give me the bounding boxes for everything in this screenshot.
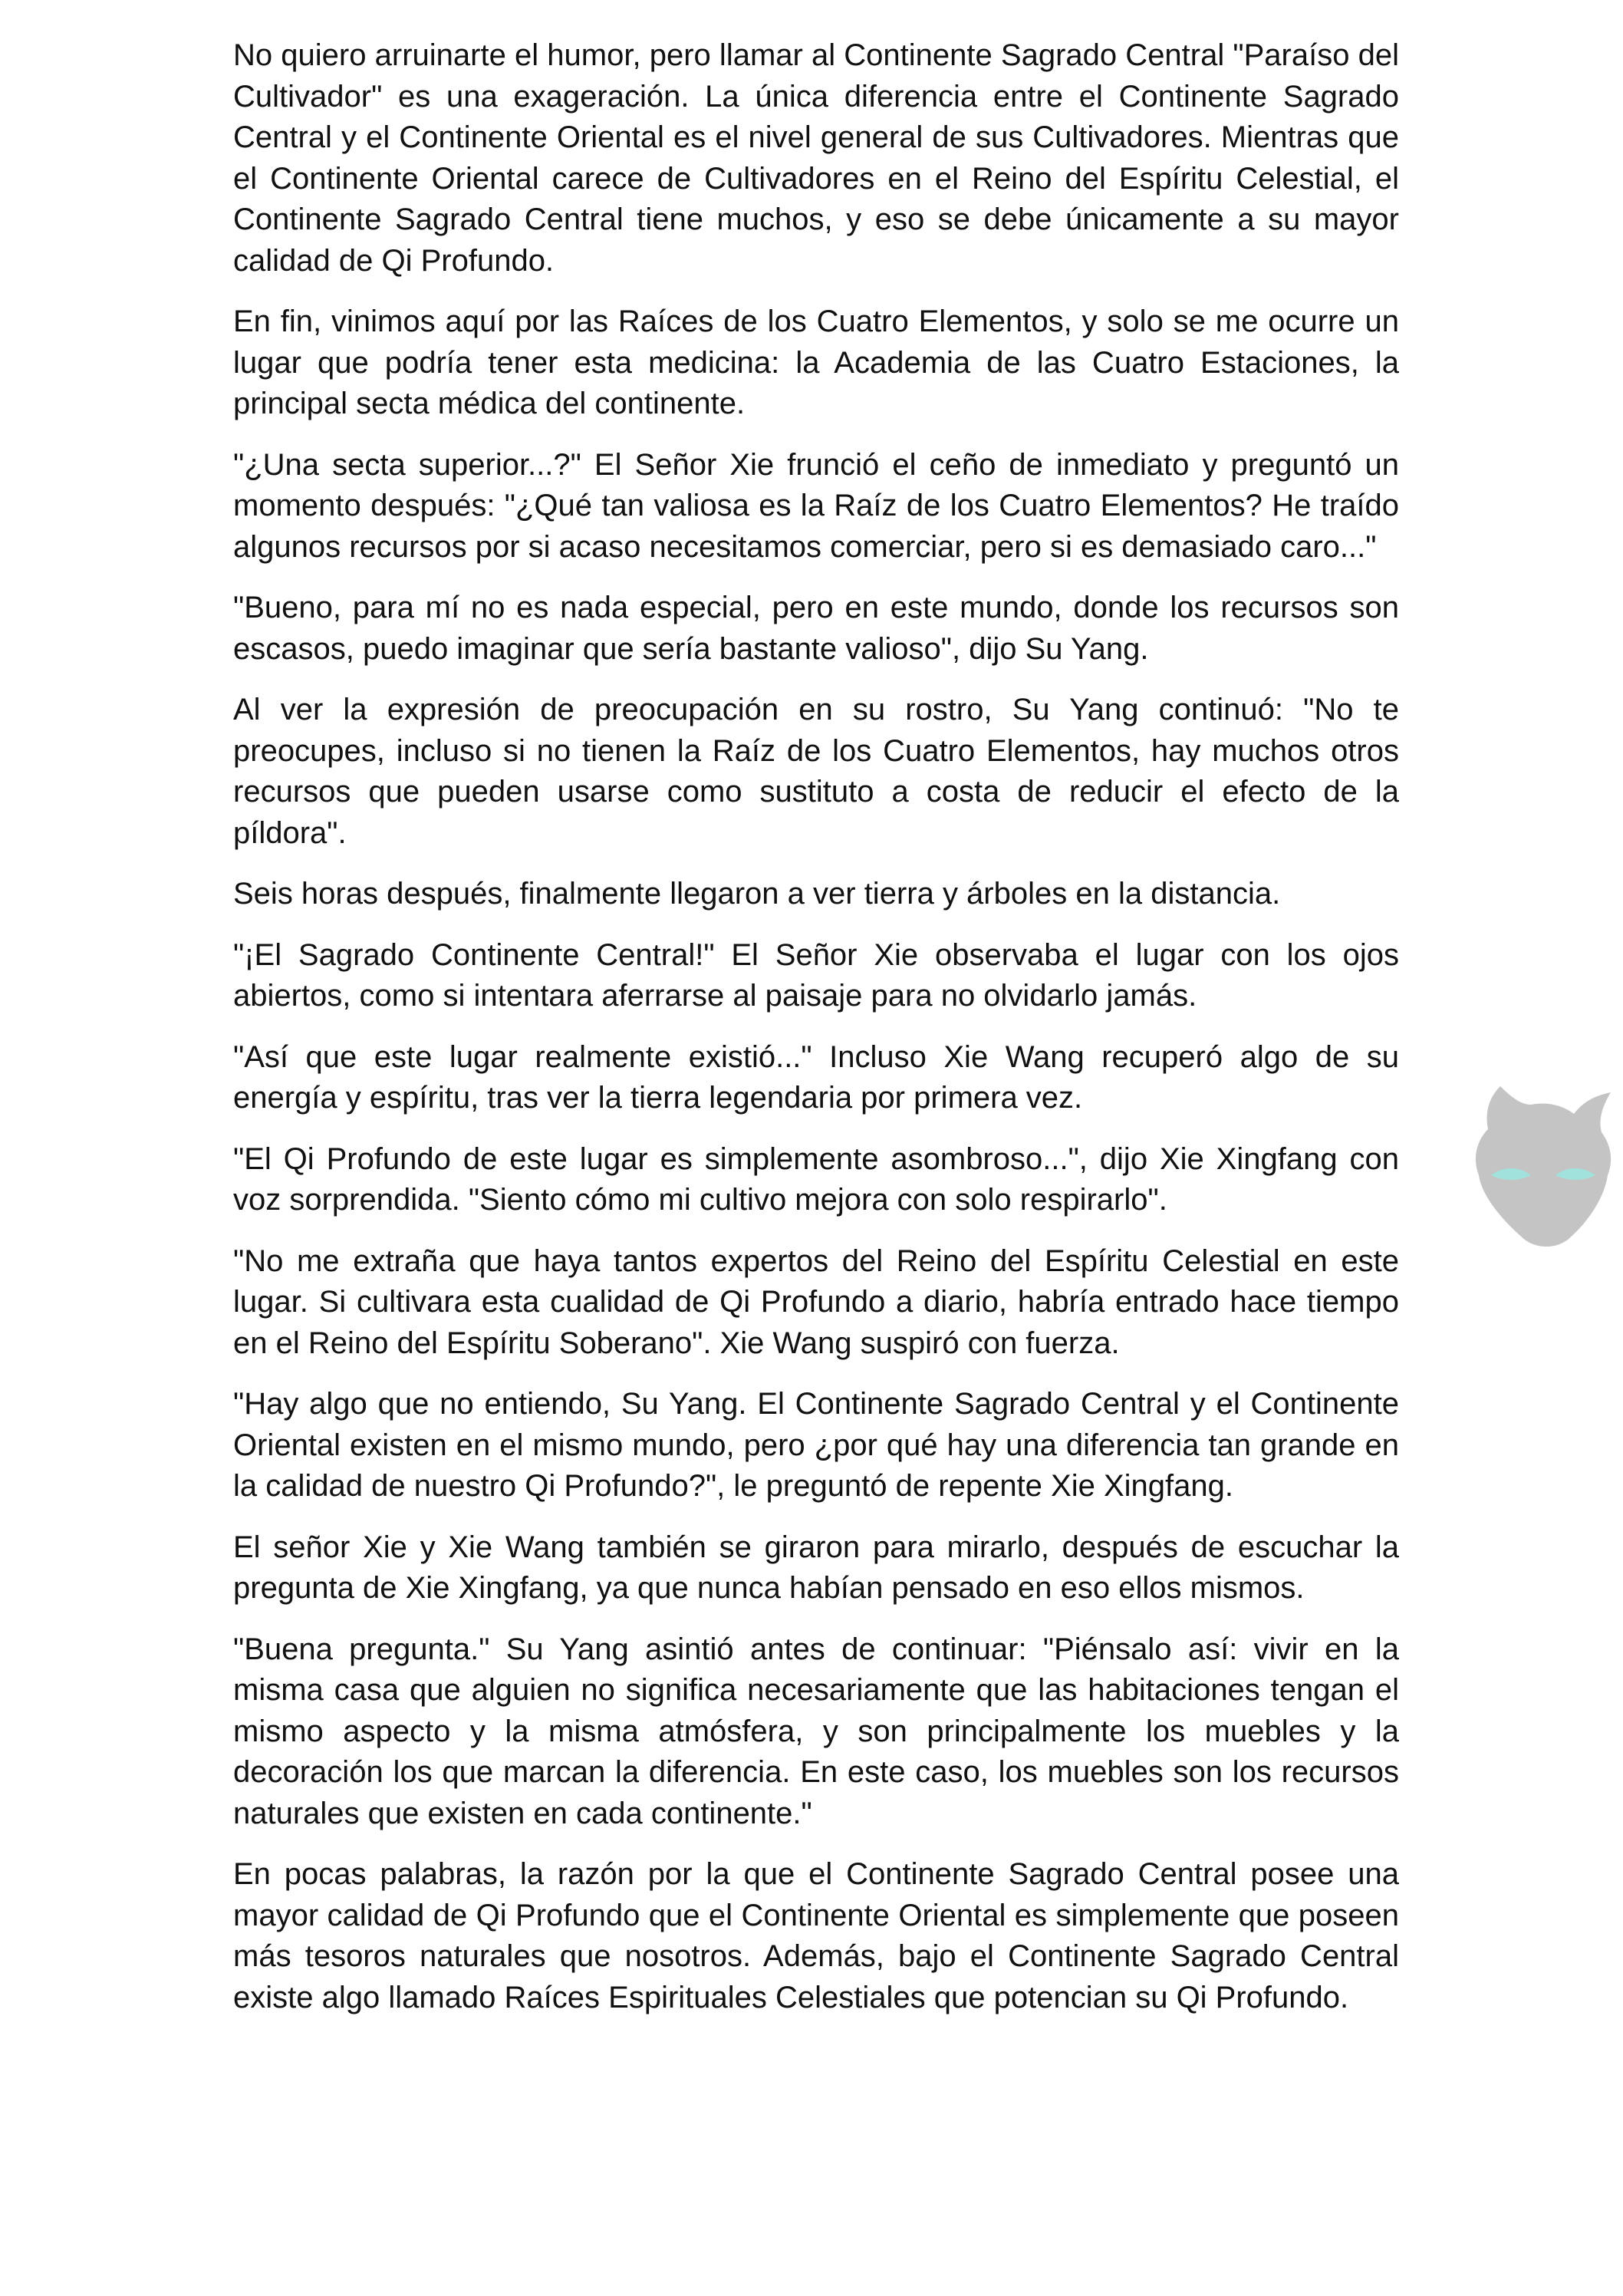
paragraph: "Hay algo que no entiendo, Su Yang. El Continente Sagrado Central y el Continente Oriental existen en el mismo mundo, pero ¿por qué hay una diferencia tan grande en la calidad de nuestro Qi Profundo?", le preguntó de repente Xie Xingfang. bbox=[233, 1387, 1399, 1503]
paragraph: "¿Una secta superior...?" El Señor Xie frunció el ceño de inmediato y preguntó un momento después: "¿Qué tan valiosa es la Raíz de los Cuatro Elementos? He traído algunos recursos por si acaso necesitamos comerciar, pero si es demasiado caro..." bbox=[233, 447, 1399, 564]
paragraph: Seis horas después, finalmente llegaron a ver tierra y árboles en la distancia. bbox=[233, 877, 1281, 911]
demon-head-shape bbox=[1476, 1086, 1611, 1247]
paragraph: No quiero arruinarte el humor, pero llamar al Continente Sagrado Central "Paraíso del Cultivador" es una exageración. La única diferencia entre el Continente Sagrado Central y el Continente Oriental es el nivel general de sus Cultivadores. Mientras que el Continente Oriental carece de Cultivadores en el Reino del Espíritu Celestial, el Continente Sagrado Central tiene muchos, y eso se debe únicamente a su mayor calidad de Qi Profundo. bbox=[233, 38, 1399, 278]
paragraph: "¡El Sagrado Continente Central!" El Señor Xie observaba el lugar con los ojos abiertos, como si intentara aferrarse al paisaje para no olvidarlo jamás. bbox=[233, 937, 1399, 1013]
paragraph: "El Qi Profundo de este lugar es simplemente asombroso...", dijo Xie Xingfang con voz sorprendida. "Siento cómo mi cultivo mejora con solo respirarlo". bbox=[233, 1141, 1399, 1217]
paragraph: "Bueno, para mí no es nada especial, pero en este mundo, donde los recursos son escasos, puedo imaginar que sería bastante valioso", dijo Su Yang. bbox=[233, 591, 1399, 666]
paragraph: "Buena pregunta." Su Yang asintió antes de continuar: "Piénsalo así: vivir en la misma casa que alguien no significa necesariamente que las habitaciones tengan el mismo aspecto y la misma atmósfera, y son principalmente los muebles y la decoración los que marcan la diferencia. En este caso, los muebles son los recursos naturales que existen en cada continente." bbox=[233, 1632, 1399, 1830]
paragraph: Al ver la expresión de preocupación en su rostro, Su Yang continuó: "No te preocupes, incluso si no tienen la Raíz de los Cuatro Elementos, hay muchos otros recursos que pueden usarse como sustituto a costa de reducir el efecto de la píldora". bbox=[233, 693, 1399, 850]
document-body bbox=[233, 35, 1399, 2038]
paragraph: "No me extraña que haya tantos expertos del Reino del Espíritu Celestial en este lugar. Si cultivara esta cualidad de Qi Profundo a diario, habría entrado hace tiempo en el Reino del Espíritu Soberano". Xie Wang suspiró con fuerza. bbox=[233, 1244, 1399, 1360]
paragraph: "Así que este lugar realmente existió..." Incluso Xie Wang recuperó algo de su energía y espíritu, tras ver la tierra legendaria por primera vez. bbox=[233, 1039, 1399, 1115]
paragraph: En pocas palabras, la razón por la que el Continente Sagrado Central posee una mayor calidad de Qi Profundo que el Continente Oriental es simplemente que poseen más tesoros naturales que nosotros. Además, bajo el Continente Sagrado Central existe algo llamado Raíces Espirituales Celestiales que potencian su Qi Profundo. bbox=[233, 1857, 1399, 2014]
paragraph: En fin, vinimos aquí por las Raíces de los Cuatro Elementos, y solo se me ocurre un lugar que podría tener esta medicina: la Academia de las Cuatro Estaciones, la principal secta médica del continente. bbox=[233, 305, 1399, 420]
demon-head-icon bbox=[1467, 1074, 1620, 1252]
paragraph: El señor Xie y Xie Wang también se giraron para mirarlo, después de escuchar la pregunta de Xie Xingfang, ya que nunca habían pensado en eso ellos mismos. bbox=[233, 1530, 1399, 1605]
